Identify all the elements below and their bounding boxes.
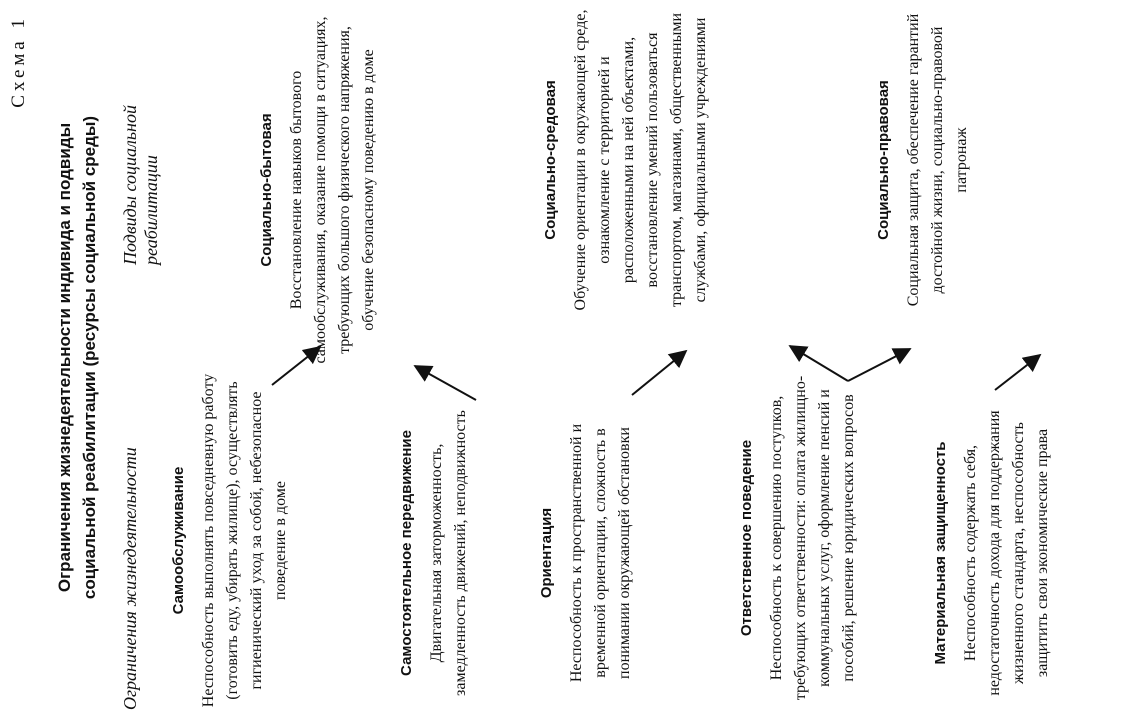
subtype-social-legal-title: Социально-правовая — [875, 80, 892, 240]
subtype-social-household-text: Восстановление навыков бытового самообслуживания, оказание помощи в ситуациях, требующих большого физического напряжения, обучение безопасному поведению в доме — [288, 16, 377, 364]
subtype-social-environmental-title: Социально-средовая — [542, 80, 559, 240]
limitation-material-security-title: Материальная защищенность — [932, 441, 949, 665]
subtype-social-household-title: Социально-бытовая — [258, 113, 275, 267]
limitation-self-care-text: Неспособность выполнять повседневную работу (готовить еду, убирать жилище), осуществлять гигиенический уход за собой, небезопасное поведение в доме — [200, 373, 289, 708]
limitation-orientation-text: Неспособность к пространственной и временной ориентации, сложность в понимании окружающей обстановки — [568, 423, 633, 683]
limitations-column-header: Ограничения жизнедеятельности — [120, 447, 140, 710]
limitation-self-care-title: Самообслуживание — [170, 466, 187, 615]
scheme-title-line-2: социальной реабилитации (ресурсы социальной среды) — [80, 115, 99, 600]
arrow-self-care-to-household — [272, 347, 320, 385]
arrow-responsible-to-environmental — [790, 346, 848, 381]
subtype-social-legal-text: Социальная защита, обеспечение гарантий достойной жизни, социально-правовой патронаж — [905, 13, 970, 307]
scheme-title-line-1: Ограничения жизнедеятельности индивида и подвиды — [55, 122, 74, 593]
subtypes-column-header: Подвиды социальной реабилитации — [120, 105, 161, 265]
limitation-responsible-behavior-text: Неспособность к совершению поступков, требующих ответственности: оплата жилищно-коммунальных услуг, оформление пенсий и пособий, решение юридических вопросов — [768, 375, 857, 701]
subtype-social-environmental-text: Обучение ориентации в окружающей среде, ознакомление с территорией и расположенными на ней объектами, восстановление умений пользоваться транспортом, магазинами, общественными службами, официальными учреждениями — [572, 9, 709, 311]
arrow-material-to-legal — [995, 355, 1040, 390]
limitation-mobility-text: Двигательная заторможенность, замедленность движений, неподвижность — [428, 410, 469, 696]
limitation-material-security-text: Неспособность содержать себя, недостаточность дохода для поддержания жизненного стандарта, неспособность защитить свои экономические права — [962, 410, 1051, 696]
scheme-label: Схема 1 — [8, 15, 29, 108]
limitation-mobility-title: Самостоятельное передвижение — [398, 430, 415, 676]
limitation-orientation-title: Ориентация — [538, 507, 555, 599]
arrow-orientation-to-environmental — [632, 351, 686, 395]
arrow-responsible-to-legal — [848, 349, 910, 381]
limitation-responsible-behavior-title: Ответственное поведение — [738, 439, 755, 637]
arrow-mobility-to-household — [415, 366, 476, 400]
